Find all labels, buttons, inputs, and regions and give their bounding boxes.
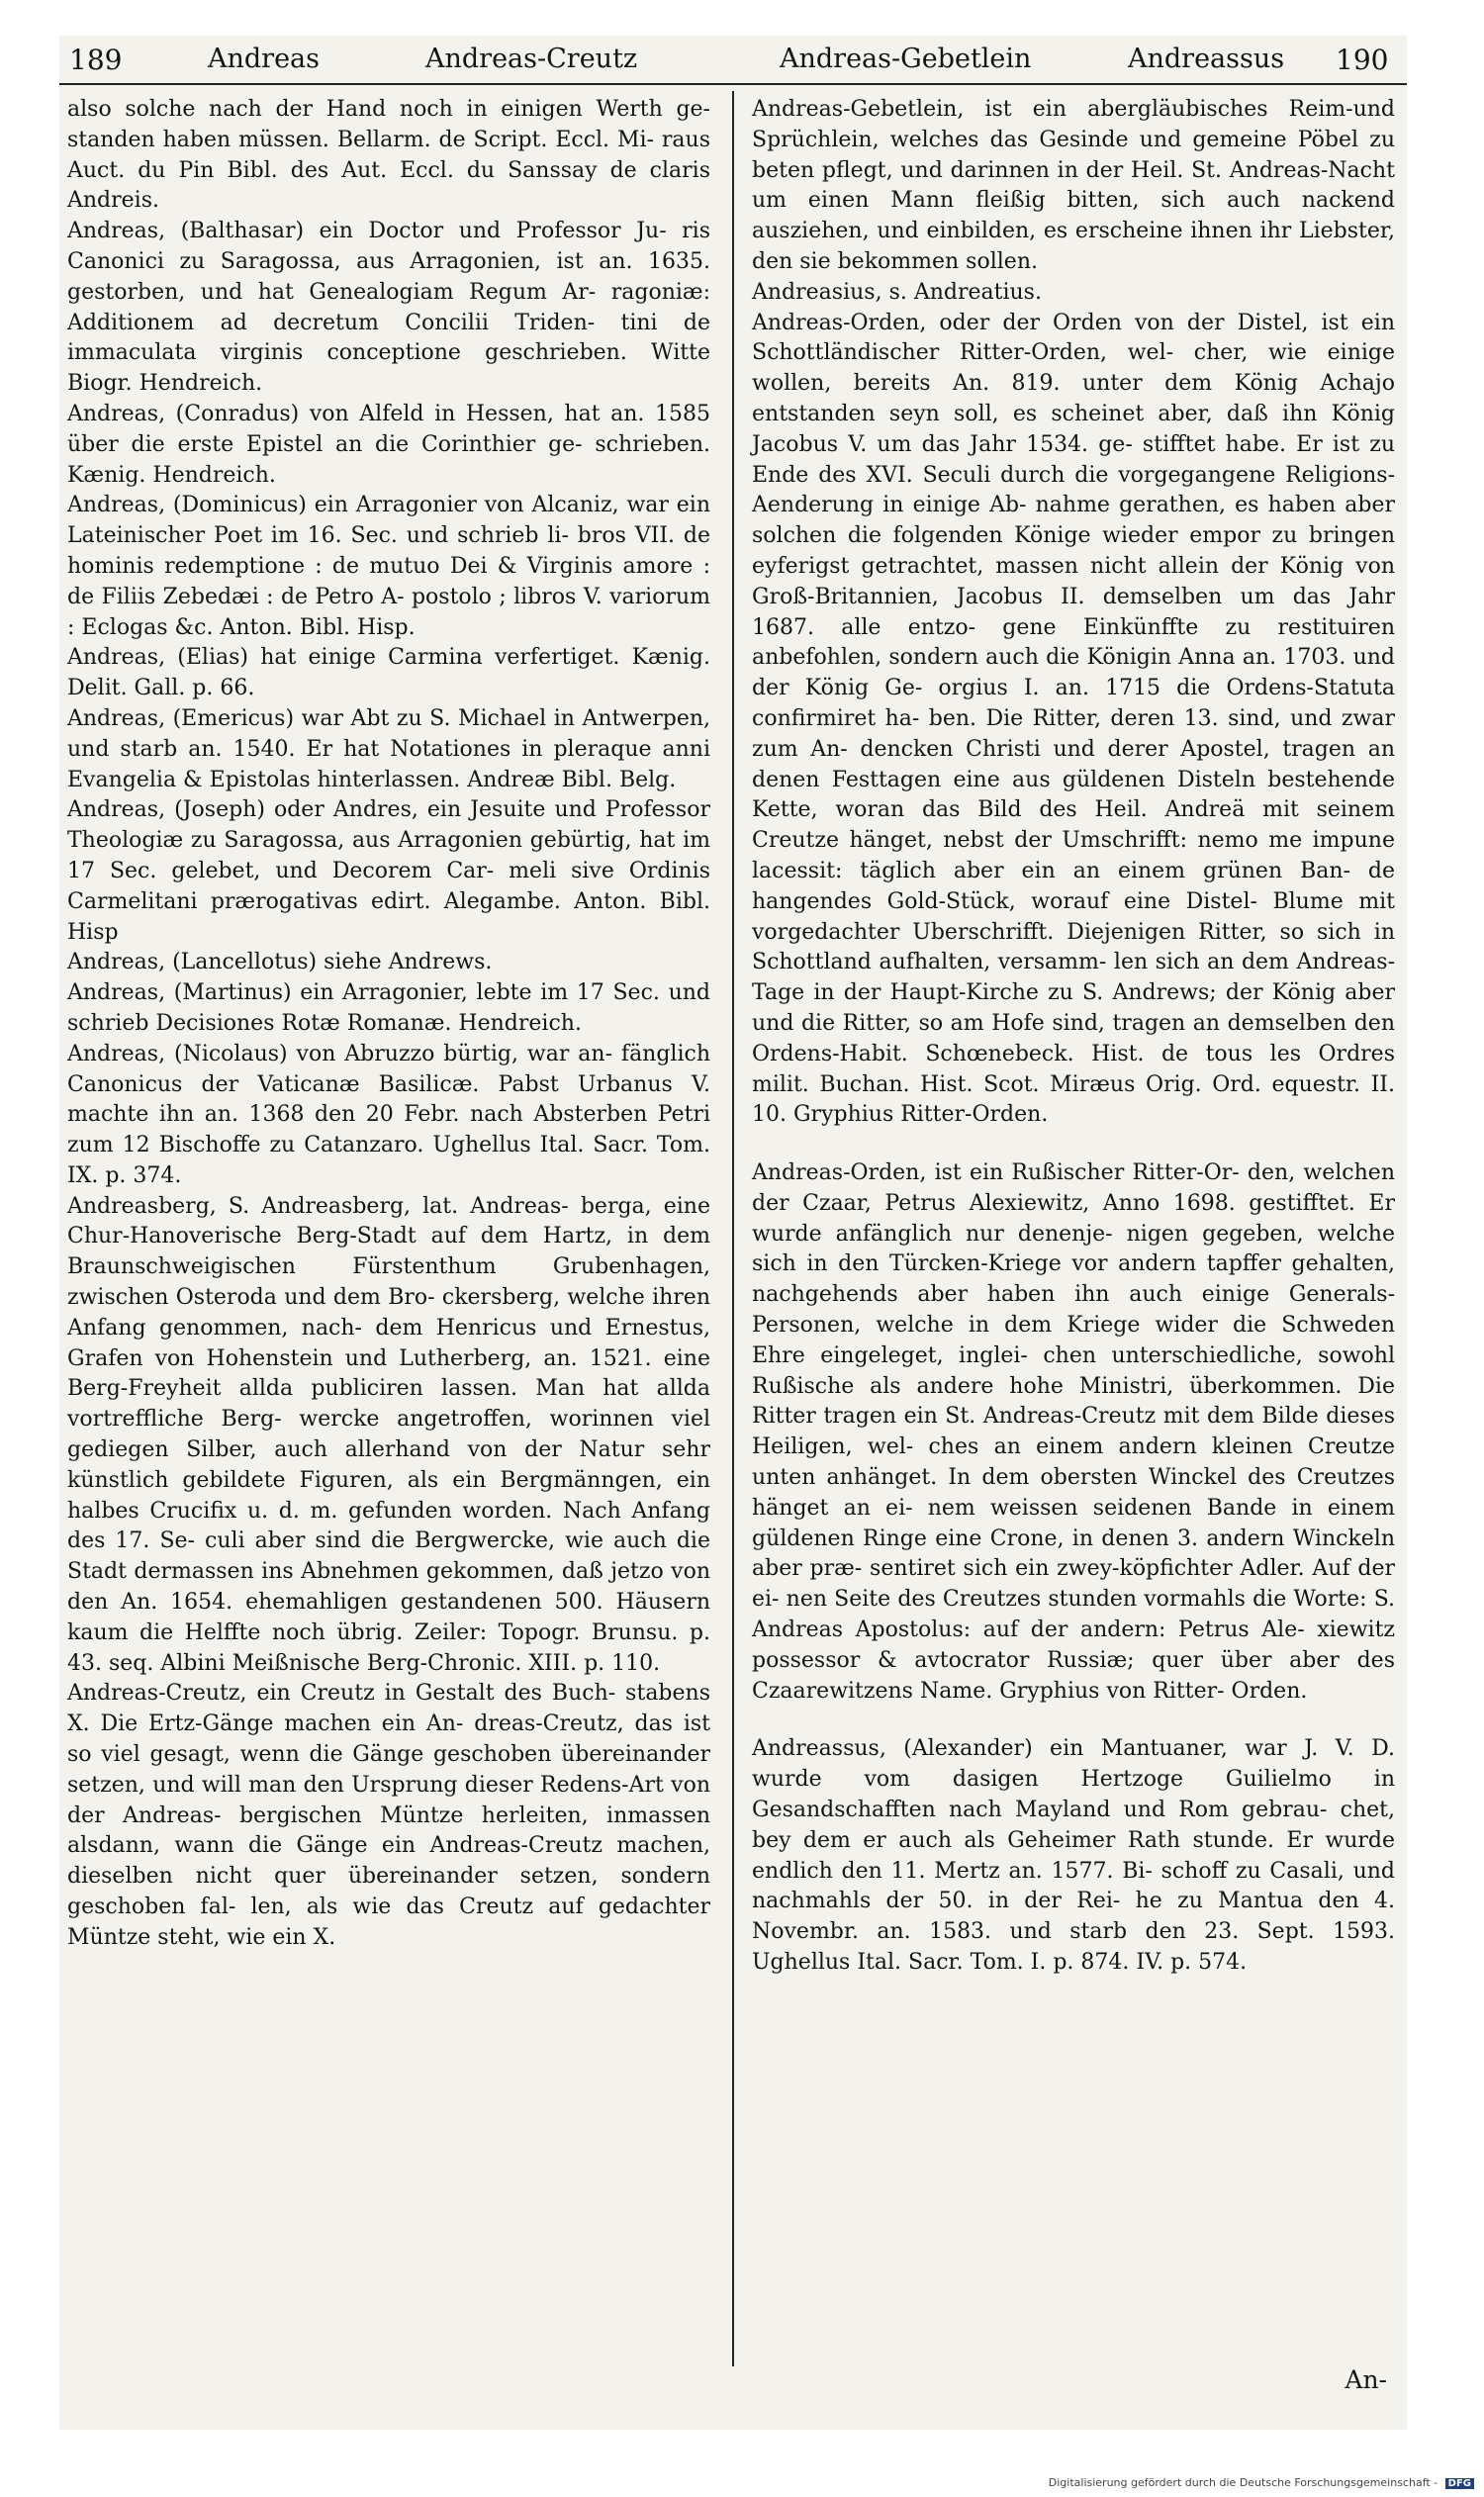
entry-paragraph: also solche nach der Hand noch in einigen Werth ge- standen haben müssen. Bellarm. de Script. Eccl. Mi- raus Auct. du Pin Bibl. des Aut. Eccl. du Sanssay de claris Andreis. <box>67 97 710 214</box>
catchword: An- <box>1345 2365 1387 2394</box>
entry-paragraph: Andreassus, (Alexander) ein Mantuaner, war J. V. D. wurde vom dasigen Hertzoge Guilielmo in Gesandschafften nach Mayland und Rom gebrau- chet, bey dem er auch als Geheimer Rath stunde. Er wurde endlich den 11. Mertz an. 1577. Bi- schoff zu Casali, und nachmahls der 50. in der Rei- he zu Mantua den 4. Novembr. an. 1583. und starb den 23. Sept. 1593. Ughellus Ital. Sacr. Tom. I. p. 874. IV. p. 574. <box>752 1736 1395 1976</box>
page-number-right: 190 <box>1336 44 1389 76</box>
header-word-left-1: Andreas <box>208 44 321 74</box>
entry-spacer <box>752 1707 1395 1734</box>
entry-paragraph: Andreas-Creutz, ein Creutz in Gestalt des Buch- stabens X. Die Ertz-Gänge machen ein An- dreas-Creutz, das ist so viel gesagt, wenn die Gänge geschoben übereinander setzen, und will man den Ursprung dieser Redens-Art von der Andreas- bergischen Müntze herleiten, inmassen alsdann, wann die Gänge ein Andreas-Creutz machen, dieselben nicht quer übereinander setzen, sondern geschoben fal- len, als wie das Creutz auf gedachter Müntze steht, wie ein X. <box>67 1681 710 1950</box>
entry-spacer <box>752 1131 1395 1158</box>
entry-paragraph: Andreas, (Joseph) oder Andres, ein Jesuite und Professor Theologiæ zu Saragossa, aus Arragonien gebürtig, hat im 17 Sec. gelebet, und Decorem Car- meli sive Ordinis Carmelitani prærogativas edirt. Alegambe. Anton. Bibl. Hisp <box>67 797 710 945</box>
entry-paragraph: Andreas, (Lancellotus) siehe Andrews. <box>67 950 493 975</box>
header-word-right-1: Andreas-Gebetlein <box>780 44 1032 74</box>
entry-paragraph: Andreas-Orden, ist ein Rußischer Ritter-Or- den, welchen der Czaar, Petrus Alexiewitz, Anno 1698. gestifftet. Er wurde anfänglich nur denenje- nigen gegeben, welche sich in den Türcken-Kriege vor andern tapffer gehalten, nachgehends aber haben ihn auch einige Generals-Personen, welche in dem Kriege wider die Schweden Ehre eingeleget, inglei- chen unterschiedliche, sowohl Rußische als andere hohe Ministri, überkommen. Die Ritter tragen ein St. Andreas-Creutz mit dem Bilde dieses Heiligen, wel- ches an einem andern kleinen Creutze unten anhänget. In dem obersten Winckel des Creutzes hänget an ei- nem weissen seidenen Bande in einem güldenen Ringe eine Crone, in denen 3. andern Winckeln aber præ- sentiret sich ein zwey-köpfichter Adler. Auf der ei- nen Seite des Creutzes stunden vormahls die Worte: S. Andreas Apostolus: auf der andern: Petrus Ale- xiewitz possessor & avtocrator Russiæ; quer über aber des Czaarewitzens Name. Gryphius von Ritter- Orden. <box>752 1160 1395 1704</box>
entry-paragraph: Andreas, (Emericus) war Abt zu S. Michael in Antwerpen, und starb an. 1540. Er hat Notationes in pleraque anni Evangelia & Epistolas hinterlassen. Andreæ Bibl. Belg. <box>67 705 710 792</box>
page-number-left: 189 <box>69 44 123 76</box>
header-word-right-2: Andreassus <box>1128 44 1285 74</box>
entry-paragraph: Andreas, (Nicolaus) von Abruzzo bürtig, war an- fänglich Canonicus der Vaticanæ Basilicæ. Pabst Urbanus V. machte ihn an. 1368 den 20 Febr. nach Absterben Petri zum 12 Bischoffe zu Catanzaro. Ughellus Ital. Sacr. Tom. IX. p. 374. <box>67 1041 710 1188</box>
entry-paragraph: Andreas, (Elias) hat einige Carmina verfertiget. Kænig. Delit. Gall. p. 66. <box>67 645 710 701</box>
entry-paragraph: Andreas, (Dominicus) ein Arragonier von Alcaniz, war ein Lateinischer Poet im 16. Sec. und schrieb li- bros VII. de hominis redemptione : de mutuo Dei & Virginis amore : de Filiis Zebedæi : de Petro A- postolo ; libros V. variorum : Eclogas &c. Anton. Bibl. Hisp. <box>67 493 710 640</box>
digitization-credit <box>1049 2476 1474 2489</box>
entry-paragraph: Andreasberg, S. Andreasberg, lat. Andreas- berga, eine Chur-Hanoverische Berg-Stadt auf dem Hartz, in dem Braunschweigischen Fürstenthum Grubenhagen, zwischen Osteroda und dem Bro- ckersberg, welche ihren Anfang genommen, nach- dem Henricus und Ernestus, Grafen von Hohenstein und Lutherberg, an. 1521. eine Berg-Freyheit allda publiciren lassen. Man hat allda vortreffliche Berg- wercke angetroffen, worinnen viel gediegen Silber, auch allerhand von der Natur sehr künstlich gebildete Figuren, als ein Bergmänngen, ein halbes Crucifix u. d. m. gefunden worden. Nach Anfang des 17. Se- culi aber sind die Bergwercke, wie auch die Stadt dermassen ins Abnehmen gekommen, daß jetzo von den An. 1654. ehemahligen gestandenen 500. Häusern kaum die Helffte noch übrig. Zeiler: Topogr. Brunsu. p. 43. seq. Albini Meißnische Berg-Chronic. XIII. p. 110. <box>67 1193 710 1676</box>
entry-paragraph: Andreas, (Balthasar) ein Doctor und Professor Ju- ris Canonici zu Saragossa, aus Arragonien, ist an. 1635. gestorben, und hat Genealogiam Regum Ar- ragoniæ: Additionem ad decretum Concilii Triden- tini de immaculata virginis conceptione geschrieben. Witte Biogr. Hendreich. <box>67 219 710 397</box>
entry-paragraph: Andreas, (Conradus) von Alfeld in Hessen, hat an. 1585 über die erste Epistel an die Corinthier ge- schrieben. Kænig. Hendreich. <box>67 401 710 488</box>
left-column <box>67 95 710 1954</box>
entry-paragraph: Andreas-Orden, oder der Orden von der Distel, ist ein Schottländischer Ritter-Orden, wel- cher, wie einige wollen, bereits An. 819. unter dem König Achajo entstanden seyn soll, es scheinet aber, daß ihn König Jacobus V. um das Jahr 1534. ge- stifftet habe. Er ist zu Ende des XVI. Seculi durch die vorgegangene Religions-Aenderung in einige Ab- nahme gerathen, es haben aber solchen die folgenden Könige wieder empor zu bringen eyferigst getrachtet, massen nicht allein der König von Groß-Britannien, Jacobus II. demselben um das Jahr 1687. alle entzo- gene Einkünffte zu restituiren anbefohlen, sondern auch die Königin Anna an. 1703. und der König Ge- orgius I. an. 1715 die Ordens-Statuta confirmiret ha- ben. Die Ritter, deren 13. sind, und zwar zum An- dencken Christi und derer Apostel, tragen an denen Festtagen eine aus güldenen Disteln bestehende Kette, woran das Bild des Heil. Andreä mit seinem Creutze hänget, nebst der Umschrifft: nemo me impune lacessit: täglich aber ein an einem grünen Ban- de hangendes Gold-Stück, worauf eine Distel- Blume mit vorgedachter Uberschrifft. Diejenigen Ritter, so sich in Schottland aufhalten, versamm- len sich an dem Andreas-Tage in der Haupt-Kirche zu S. Andrews; der König aber und die Ritter, so am Hofe sind, tragen an demselben den Ordens-Habit. Schœnebeck. Hist. de tous les Ordres milit. Buchan. Hist. Scot. Miræus Orig. Ord. equestr. II. 10. Gryphius Ritter-Orden. <box>752 310 1395 1128</box>
right-column <box>752 95 1395 1979</box>
book-page <box>59 36 1407 2430</box>
dfg-logo-icon: DFG <box>1445 2478 1474 2489</box>
running-header <box>59 36 1407 85</box>
entry-paragraph: Andreas, (Martinus) ein Arragonier, lebte im 17 Sec. und schrieb Decisiones Rotæ Romanæ. Hendreich. <box>67 980 710 1036</box>
credit-text: Digitalisierung gefördert durch die Deutsche Forschungsgemeinschaft - <box>1048 2476 1438 2489</box>
column-divider <box>732 91 734 2366</box>
entry-paragraph: Andreasius, s. Andreatius. <box>752 279 1042 305</box>
entry-paragraph: Andreas-Gebetlein, ist ein abergläubisches Reim-und Sprüchlein, welches das Gesinde und gemeine Pöbel zu beten pflegt, und darinnen in der Heil. St. Andreas-Nacht um einen Mann fleißig bitten, sich auch nackend ausziehen, und einbilden, es erscheine ihnen ihr Liebster, den sie bekommen sollen. <box>752 97 1395 274</box>
header-word-left-2: Andreas-Creutz <box>425 44 638 74</box>
